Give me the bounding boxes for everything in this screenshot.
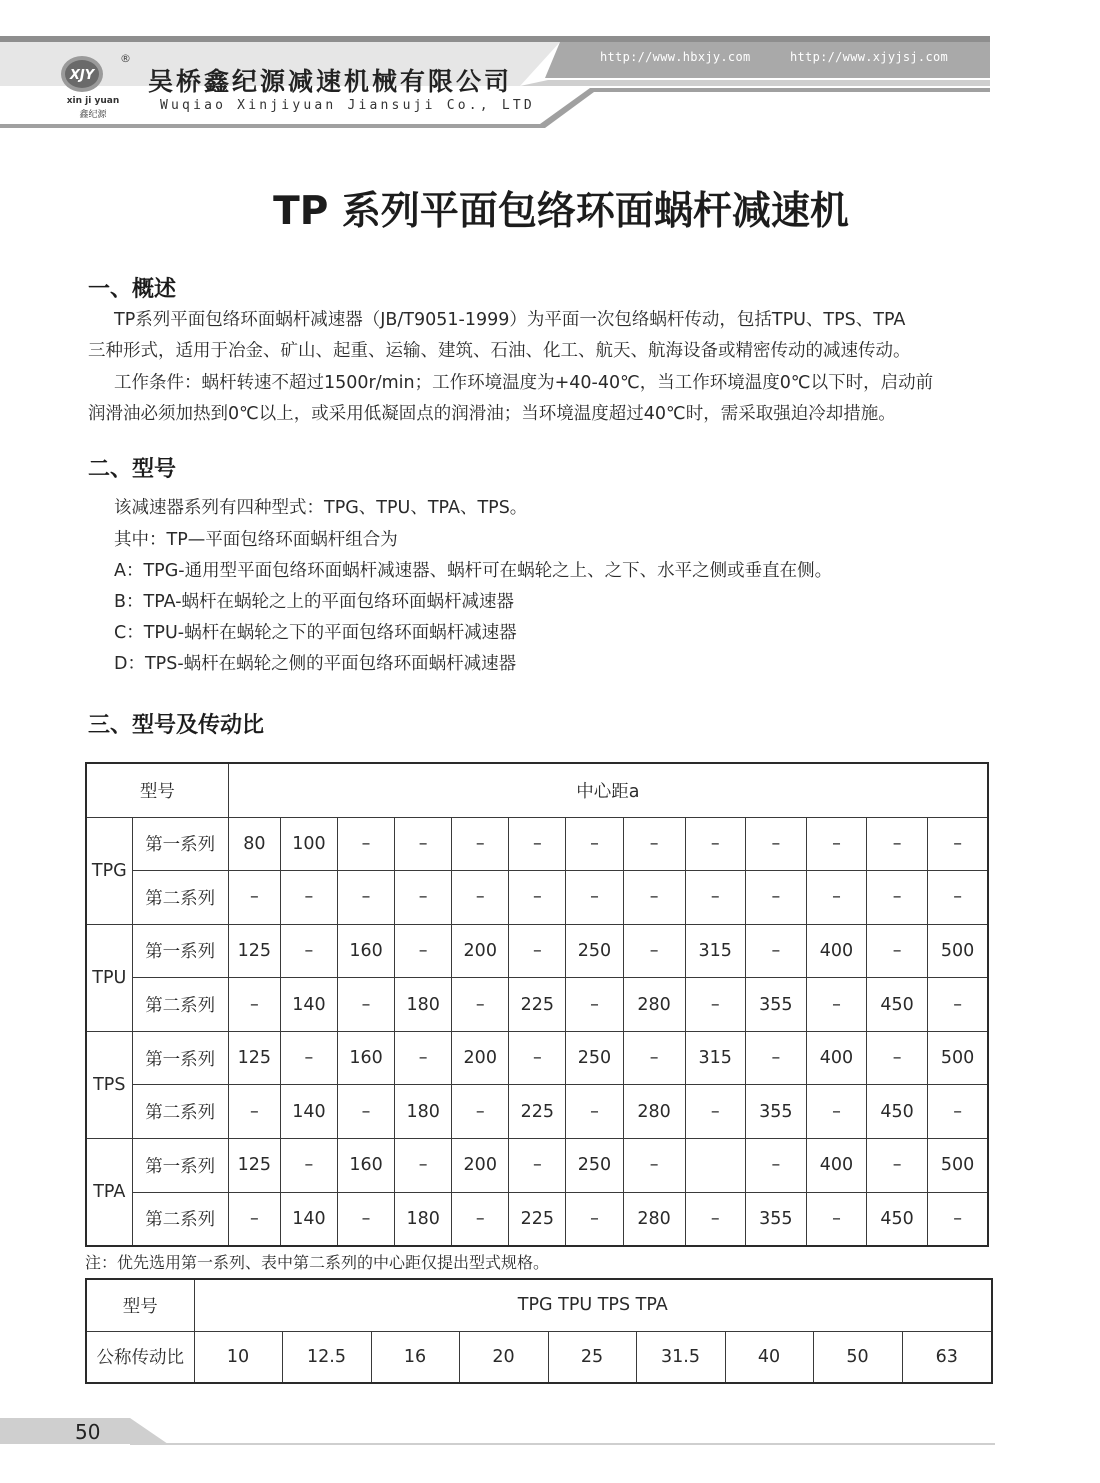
transmission-ratio-table (85, 1278, 993, 1384)
model-cell: TPU (86, 924, 132, 1031)
center-distance-cell: – (337, 1192, 394, 1246)
models-line: C：TPU-蜗杆在蜗轮之下的平面包络环面蜗杆减速器 (114, 623, 517, 643)
center-distance-cell: 250 (566, 1031, 623, 1085)
overview-paragraph-line: TP系列平面包络环面蜗杆减速器（JB/T9051-1999）为平面一次包络蜗杆传动，包括TPU、TPS、TPA (114, 310, 906, 330)
ratio-value-cell: 63 (902, 1331, 992, 1383)
series-cell: 第二系列 (132, 1085, 228, 1139)
registered-mark: ® (120, 52, 131, 65)
series-cell: 第一系列 (132, 817, 228, 871)
ratio-values-row (86, 1331, 992, 1383)
center-distance-cell: 400 (806, 1139, 866, 1193)
center-distance-cell: 315 (685, 1031, 745, 1085)
center-distance-cell: – (337, 978, 394, 1032)
center-distance-cell: – (337, 817, 394, 871)
center-distance-cell: – (928, 1085, 988, 1139)
series-cell: 第一系列 (132, 1139, 228, 1193)
series-cell: 第二系列 (132, 978, 228, 1032)
center-distance-cell: 160 (337, 924, 394, 978)
models-line: A：TPG-通用型平面包络环面蜗杆减速器、蜗杆可在蜗轮之上、之下、水平之侧或垂直在侧。 (114, 561, 833, 581)
center-distance-cell: – (509, 1031, 566, 1085)
header-center-distance-cell: 中心距a (228, 763, 988, 817)
center-distance-table (85, 762, 989, 1247)
center-distance-cell: 250 (566, 924, 623, 978)
center-distance-cell: – (623, 1139, 685, 1193)
center-distance-cell: – (745, 871, 806, 925)
center-distance-cell: 125 (228, 924, 280, 978)
center-distance-cell: 355 (745, 1085, 806, 1139)
page-number: 50 (75, 1420, 101, 1444)
center-distance-cell: – (806, 1192, 866, 1246)
center-distance-cell: 250 (566, 1139, 623, 1193)
center-distance-cell: – (867, 1031, 928, 1085)
center-distance-cell: – (685, 871, 745, 925)
center-distance-cell: – (280, 1031, 337, 1085)
center-distance-cell: – (337, 1085, 394, 1139)
center-distance-cell: 200 (452, 1139, 509, 1193)
center-distance-cell: – (867, 871, 928, 925)
center-distance-cell: – (928, 1192, 988, 1246)
center-distance-cell: – (623, 871, 685, 925)
center-distance-cell: – (806, 978, 866, 1032)
center-distance-cell: 160 (337, 1031, 394, 1085)
center-distance-cell: 450 (867, 978, 928, 1032)
header-model-cell: 型号 (86, 763, 228, 817)
center-distance-cell: 80 (228, 817, 280, 871)
ratio-header-model-cell: 型号 (86, 1279, 194, 1331)
center-distance-cell: – (452, 817, 509, 871)
ratio-value-cell: 10 (194, 1331, 282, 1383)
center-distance-cell: – (509, 1139, 566, 1193)
center-distance-cell: 450 (867, 1192, 928, 1246)
logo-mark: XJY (69, 68, 95, 83)
series-cell: 第二系列 (132, 871, 228, 925)
center-distance-cell: 125 (228, 1139, 280, 1193)
center-distance-cell: – (395, 817, 452, 871)
section-heading-overview: 一、概述 (88, 277, 177, 302)
series-cell: 第一系列 (132, 924, 228, 978)
center-distance-cell: – (685, 1085, 745, 1139)
website-link-1[interactable]: http://www.hbxjy.com (600, 50, 751, 64)
center-distance-cell: – (745, 1139, 806, 1193)
ratio-value-cell: 40 (725, 1331, 813, 1383)
center-distance-cell: – (337, 871, 394, 925)
center-distance-cell: – (745, 817, 806, 871)
center-distance-cell: 280 (623, 1085, 685, 1139)
center-distance-cell: 355 (745, 978, 806, 1032)
center-distance-cell: 180 (395, 1085, 452, 1139)
center-distance-cell: – (867, 1139, 928, 1193)
center-distance-cell: – (685, 817, 745, 871)
center-distance-cell: 200 (452, 1031, 509, 1085)
center-distance-cell: – (685, 978, 745, 1032)
center-distance-cell: 125 (228, 1031, 280, 1085)
center-distance-cell: 225 (509, 1085, 566, 1139)
section-heading-ratios: 三、型号及传动比 (88, 713, 265, 738)
center-distance-cell: – (566, 1085, 623, 1139)
center-distance-cell: 140 (280, 1192, 337, 1246)
table-row (86, 1085, 988, 1139)
ratio-models-cell: TPG TPU TPS TPA (194, 1279, 992, 1331)
center-distance-cell: – (228, 871, 280, 925)
ratio-value-cell: 25 (548, 1331, 636, 1383)
center-distance-cell: – (867, 817, 928, 871)
center-distance-cell: 500 (928, 924, 988, 978)
center-distance-cell: – (566, 871, 623, 925)
table-row (86, 924, 988, 978)
center-distance-cell: – (228, 1085, 280, 1139)
models-line: B：TPA-蜗杆在蜗轮之上的平面包络环面蜗杆减速器 (114, 592, 515, 612)
center-distance-cell: – (280, 1139, 337, 1193)
page-title: TP 系列平面包络环面蜗杆减速机 (273, 189, 849, 234)
series-cell: 第一系列 (132, 1031, 228, 1085)
model-cell: TPG (86, 817, 132, 924)
model-cell: TPS (86, 1031, 132, 1138)
center-distance-cell: – (806, 817, 866, 871)
series-cell: 第二系列 (132, 1192, 228, 1246)
logo-text-en: xin ji yuan (66, 96, 120, 106)
center-distance-cell: 200 (452, 924, 509, 978)
center-distance-cell: 225 (509, 1192, 566, 1246)
section-heading-models: 二、型号 (88, 457, 177, 482)
center-distance-cell: – (806, 1085, 866, 1139)
center-distance-cell: – (566, 817, 623, 871)
center-distance-cell: – (623, 817, 685, 871)
center-distance-cell (685, 1139, 745, 1193)
center-distance-cell: – (745, 924, 806, 978)
center-distance-cell: 280 (623, 978, 685, 1032)
center-distance-cell: – (395, 871, 452, 925)
center-distance-cell: – (566, 1192, 623, 1246)
center-distance-cell: 160 (337, 1139, 394, 1193)
table-header-row (86, 763, 988, 817)
center-distance-cell: 100 (280, 817, 337, 871)
center-distance-cell: – (928, 871, 988, 925)
center-distance-cell: – (452, 871, 509, 925)
center-distance-cell: 500 (928, 1139, 988, 1193)
center-distance-cell: – (280, 924, 337, 978)
center-distance-cell: – (452, 1192, 509, 1246)
overview-paragraph-line: 工作条件：蜗杆转速不超过1500r/min；工作环境温度为+40-40℃，当工作环境温度0℃以下时，启动前 (114, 373, 934, 393)
center-distance-cell: 400 (806, 924, 866, 978)
table-row (86, 871, 988, 925)
center-distance-cell: – (509, 817, 566, 871)
ratio-value-cell: 31.5 (636, 1331, 725, 1383)
table-note: 注：优先选用第一系列、表中第二系列的中心距仅提出型式规格。 (85, 1253, 550, 1272)
center-distance-cell: – (509, 871, 566, 925)
center-distance-cell: 180 (395, 1192, 452, 1246)
models-line: D：TPS-蜗杆在蜗轮之侧的平面包络环面蜗杆减速器 (114, 654, 517, 674)
center-distance-cell: – (745, 1031, 806, 1085)
footer-band (0, 1418, 1000, 1446)
table-row (86, 978, 988, 1032)
ratio-value-cell: 16 (371, 1331, 459, 1383)
ratio-row-label: 公称传动比 (86, 1331, 194, 1383)
center-distance-cell: 140 (280, 1085, 337, 1139)
center-distance-cell: – (928, 817, 988, 871)
center-distance-cell: 355 (745, 1192, 806, 1246)
center-distance-cell: – (452, 1085, 509, 1139)
ratio-value-cell: 12.5 (282, 1331, 371, 1383)
center-distance-cell: – (452, 978, 509, 1032)
ratio-header-row (86, 1279, 992, 1331)
center-distance-cell: – (867, 924, 928, 978)
center-distance-cell: 500 (928, 1031, 988, 1085)
models-line: 该减速器系列有四种型式：TPG、TPU、TPA、TPS。 (114, 498, 528, 518)
center-distance-cell: – (280, 871, 337, 925)
center-distance-cell: – (395, 1139, 452, 1193)
logo-text-cn: 鑫纪源 (79, 110, 107, 120)
models-line: 其中：TP—平面包络环面蜗杆组合为 (114, 530, 398, 550)
model-cell: TPA (86, 1139, 132, 1246)
center-distance-cell: 280 (623, 1192, 685, 1246)
table-row (86, 1192, 988, 1246)
center-distance-cell: – (685, 1192, 745, 1246)
center-distance-cell: – (623, 1031, 685, 1085)
center-distance-cell: 225 (509, 978, 566, 1032)
center-distance-cell: – (228, 1192, 280, 1246)
center-distance-cell: – (228, 978, 280, 1032)
overview-paragraph-line: 三种形式，适用于冶金、矿山、起重、运输、建筑、石油、化工、航天、航海设备或精密传动的减速传动。 (88, 341, 911, 361)
center-distance-cell: – (395, 924, 452, 978)
center-distance-cell: 450 (867, 1085, 928, 1139)
center-distance-cell: 400 (806, 1031, 866, 1085)
website-link-2[interactable]: http://www.xjyjsj.com (790, 50, 949, 64)
company-name-en: Wuqiao Xinjiyuan Jiansuji Co., LTD (160, 98, 535, 113)
center-distance-cell: 315 (685, 924, 745, 978)
center-distance-cell: – (623, 924, 685, 978)
company-name-cn: 吴桥鑫纪源减速机械有限公司 (148, 67, 513, 96)
center-distance-cell: – (806, 871, 866, 925)
center-distance-cell: – (566, 978, 623, 1032)
center-distance-cell: – (928, 978, 988, 1032)
table-row (86, 1031, 988, 1085)
table-row (86, 817, 988, 871)
center-distance-cell: – (395, 1031, 452, 1085)
center-distance-cell: 180 (395, 978, 452, 1032)
ratio-value-cell: 50 (813, 1331, 902, 1383)
center-distance-cell: – (509, 924, 566, 978)
ratio-value-cell: 20 (459, 1331, 548, 1383)
center-distance-cell: 140 (280, 978, 337, 1032)
overview-paragraph-line: 润滑油必须加热到0℃以上，或采用低凝固点的润滑油；当环境温度超过40℃时，需采取强迫冷却措施。 (88, 404, 896, 424)
table-row (86, 1139, 988, 1193)
